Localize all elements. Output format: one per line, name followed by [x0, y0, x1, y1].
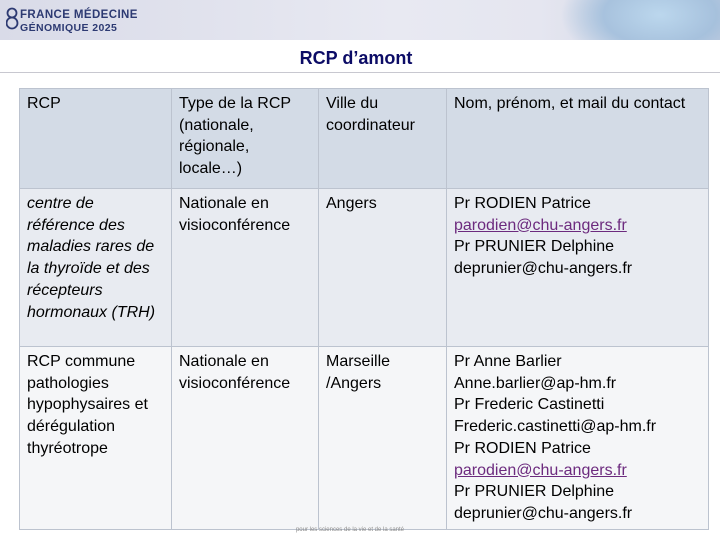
- rcp-table: [19, 88, 709, 530]
- header-banner: [0, 0, 720, 40]
- contact-email: deprunier@chu-angers.fr: [454, 260, 633, 278]
- rcp-name-cell: RCP commune pathologies hypophysaires et dérégulation thyréotrope: [20, 347, 172, 530]
- city-cell: Marseille /Angers: [319, 347, 447, 530]
- rcp-type-cell: Nationale en visioconférence: [172, 347, 319, 530]
- header-cell-type: Type de la RCP (nationale, régionale, locale…): [172, 89, 319, 189]
- table-row: [20, 189, 709, 347]
- table-header-row: [20, 89, 709, 189]
- city-cell: Angers: [319, 189, 447, 347]
- logo-line-1: FRANCE MÉDECINE: [20, 9, 138, 21]
- contact-email: Frederic.castinetti@ap-hm.fr: [454, 418, 657, 436]
- contact-email: Anne.barlier@ap-hm.fr: [454, 374, 617, 392]
- rcp-type-cell: Nationale en visioconférence: [172, 189, 319, 347]
- table-row: [20, 347, 709, 530]
- contact-name: Pr PRUNIER Delphine: [454, 238, 615, 256]
- contact-email: deprunier@chu-angers.fr: [454, 504, 633, 522]
- contact-name: Pr Frederic Castinetti: [454, 396, 605, 414]
- contact-name: Pr PRUNIER Delphine: [454, 483, 615, 501]
- footer-tagline: pour les sciences de la vie et de la santé: [295, 527, 405, 533]
- contact-name: Pr Anne Barlier: [454, 353, 562, 370]
- email-link[interactable]: parodien@chu-angers.fr: [454, 216, 627, 234]
- contact-cell: [447, 189, 709, 347]
- page-title: RCP d’amont: [299, 48, 413, 68]
- email-link[interactable]: parodien@chu-angers.fr: [454, 461, 627, 479]
- banner-decoration: [560, 0, 720, 40]
- header-cell-city: Ville du coordinateur: [319, 89, 447, 189]
- rcp-name-cell: centre de référence des maladies rares de la thyroïde et des récepteurs hormonaux (TRH): [20, 189, 172, 347]
- contact-cell: [447, 347, 709, 530]
- header-cell-rcp: RCP: [20, 89, 172, 189]
- logo-line-2: GÉNOMIQUE 2025: [20, 22, 118, 34]
- contact-name: Pr RODIEN Patrice: [454, 195, 591, 212]
- header-cell-contact: Nom, prénom, et mail du contact: [447, 89, 709, 189]
- contact-name: Pr RODIEN Patrice: [454, 439, 591, 457]
- logo-mark-icon: [6, 6, 20, 32]
- title-divider: [0, 72, 720, 73]
